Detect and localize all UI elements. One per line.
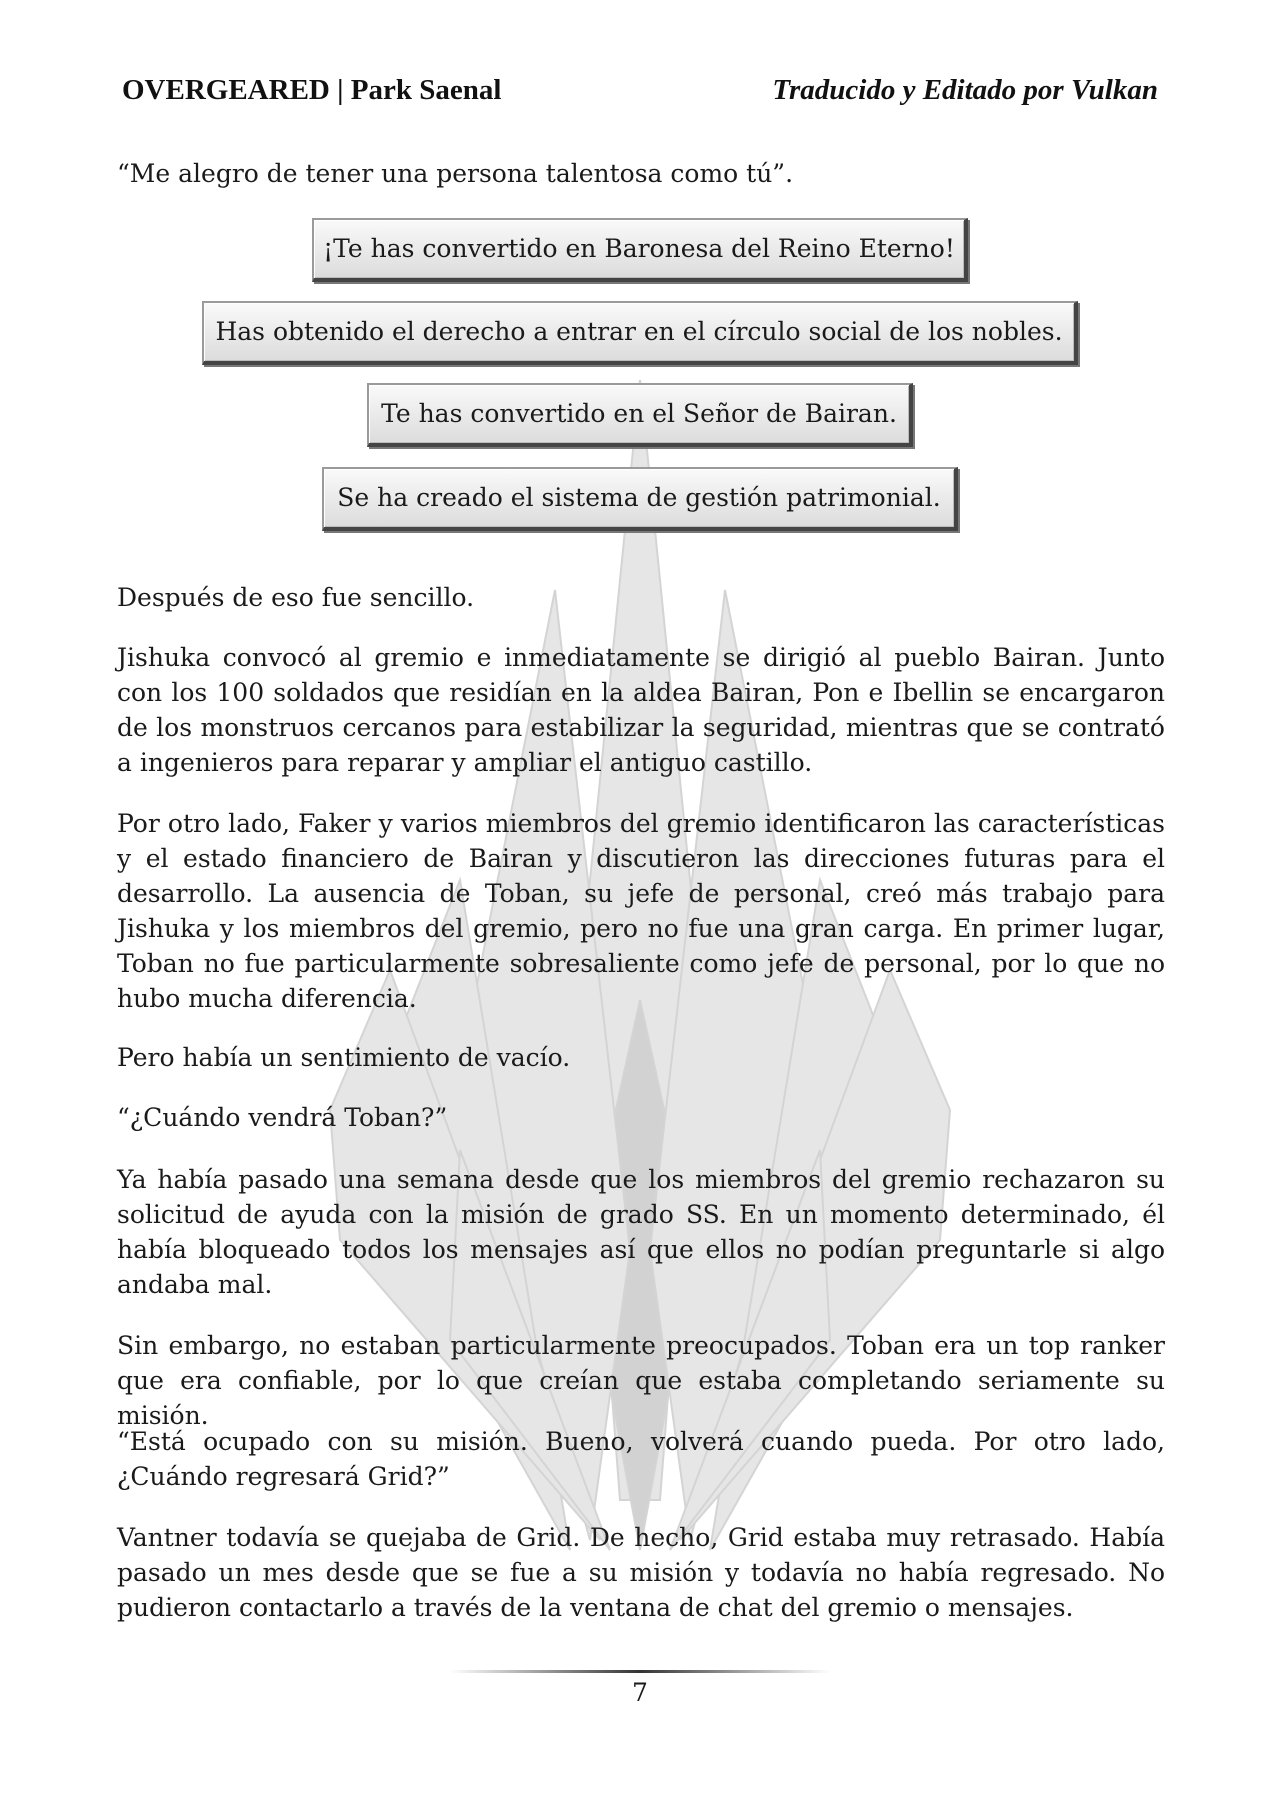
paragraph-2: Después de eso fue sencillo. <box>117 583 475 612</box>
system-message-2: Has obtenido el derecho a entrar en el círculo social de los nobles. <box>202 301 1078 365</box>
paragraph-9: “Está ocupado con su misión. Bueno, volverá cuando pueda. Por otro lado, ¿Cuándo regresará Grid?” <box>117 1427 1165 1491</box>
page-number: 7 <box>632 1678 648 1707</box>
system-message-1: ¡Te has convertido en Baronesa del Reino Eterno! <box>312 218 968 282</box>
paragraph-5: Pero había un sentimiento de vacío. <box>117 1043 571 1072</box>
paragraph-8: Sin embargo, no estaban particularmente preocupados. Toban era un top ranker que era confiable, por lo que creían que estaba completando seriamente su misión. <box>117 1331 1165 1430</box>
paragraph-6: “¿Cuándo vendrá Toban?” <box>117 1103 448 1132</box>
paragraph-10: Vantner todavía se quejaba de Grid. De hecho, Grid estaba muy retrasado. Había pasado un mes desde que se fue a su misión y todavía no había regresado. No pudieron contactarlo a través de la ventana de chat del gremio o mensajes. <box>117 1523 1165 1622</box>
translator-credit: Traducido y Editado por Vulkan <box>772 74 1158 106</box>
paragraph-4: Por otro lado, Faker y varios miembros del gremio identificaron las características y el estado financiero de Bairan y discutieron las direcciones futuras para el desarrollo. La ausencia de Toban, su jefe de personal, creó más trabajo para Jishuka y los miembros del gremio, pero no fue una gran carga. En primer lugar, Toban no fue particularmente sobresaliente como jefe de personal, por lo que no hubo mucha diferencia. <box>117 809 1165 1013</box>
footer-divider <box>450 1670 830 1673</box>
paragraph-3: Jishuka convocó al gremio e inmediatamente se dirigió al pueblo Bairan. Junto con los 100 soldados que residían en la aldea Bairan, Pon e Ibellin se encargaron de los monstruos cercanos para estabilizar la seguridad, mientras que se contrató a ingenieros para reparar y ampliar el antiguo castillo. <box>117 643 1165 777</box>
system-message-3: Te has convertido en el Señor de Bairan. <box>367 383 913 447</box>
paragraph-7: Ya había pasado una semana desde que los miembros del gremio rechazaron su solicitud de ayuda con la misión de grado SS. En un momento determinado, él había bloqueado todos los mensajes así que ellos no podían preguntarle si algo andaba mal. <box>117 1165 1165 1299</box>
system-message-4: Se ha creado el sistema de gestión patrimonial. <box>322 467 958 531</box>
book-title: OVERGEARED | Park Saenal <box>122 74 502 106</box>
paragraph-1: “Me alegro de tener una persona talentosa como tú”. <box>117 159 794 188</box>
page-header <box>122 74 1158 114</box>
